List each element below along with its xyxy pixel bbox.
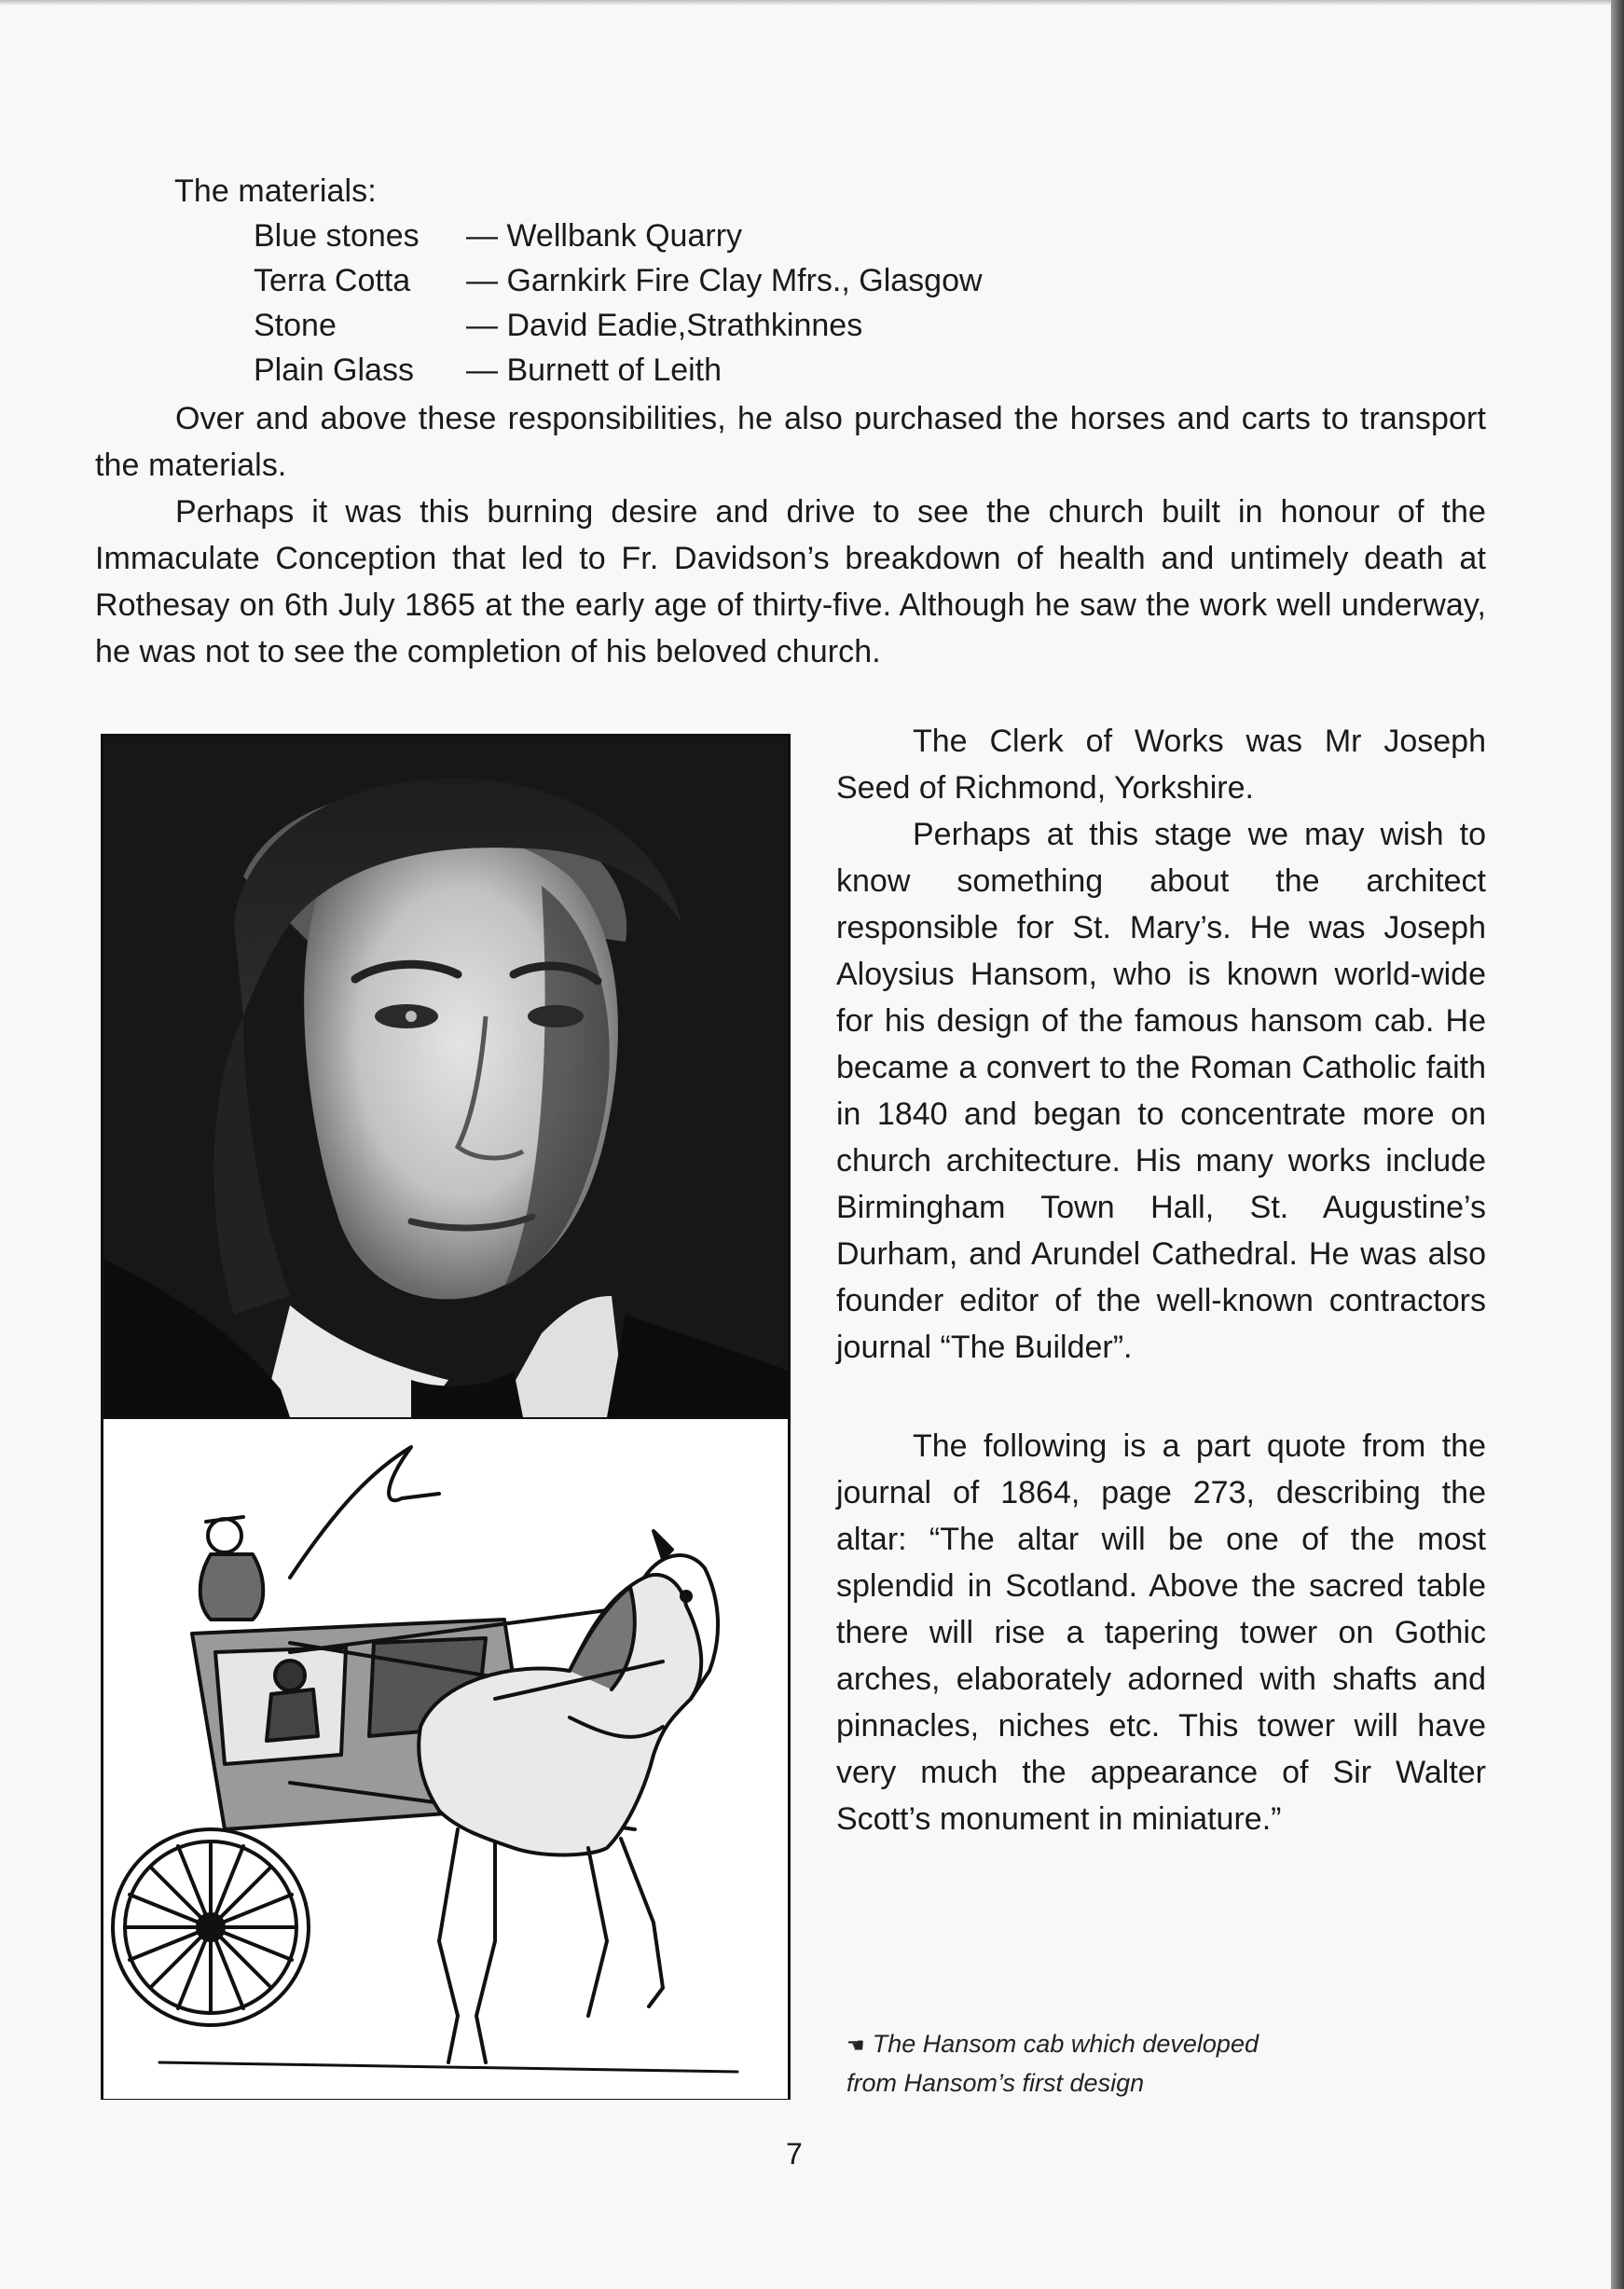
materials-row: [254, 302, 862, 349]
materials-heading: The materials:: [174, 173, 377, 209]
material-source: — Garnkirk Fire Clay Mfrs., Glasgow: [466, 263, 983, 298]
caption-line-2: from Hansom’s first design: [846, 2069, 1145, 2097]
material-item: Plain Glass: [254, 352, 414, 388]
page-right-edge: [1611, 0, 1624, 2289]
material-item: Stone: [254, 308, 337, 343]
paragraph-altar-quote: The following is a part quote from the journal of 1864, page 273, describing the altar: “The altar will be one of the most splendid in Scotland. Above the sacred table there will rise a tapering tower on Gothic arches, elaborately adorned with shafts and pinnacles, niches etc. This tower will have very much the appearance of Sir Walter Scott’s monument in miniature.”: [836, 1428, 1486, 1837]
material-item: Blue stones: [254, 218, 420, 254]
material-item: Terra Cotta: [254, 263, 411, 298]
materials-row: [254, 213, 742, 259]
materials-row: [254, 257, 983, 304]
figure-caption: [846, 2025, 1259, 2102]
page-top-edge: [0, 0, 1624, 6]
material-source: — David Eadie,Strathkinnes: [466, 308, 863, 343]
paragraph-architect: Perhaps at this stage we may wish to know something about the architect responsible for St. Mary’s. He was Joseph Aloysius Hansom, who is known world-wide for his design of the famous hansom cab. He became a convert to the Roman Catholic faith in 1840 and began to concentrate more on church architecture. His many works include Birmingham Town Hall, St. Augustine’s Durham, and Arundel Cathedral. He was also founder editor of the well-known contractors journal “The Builder”.: [836, 817, 1486, 1365]
materials-row: [254, 347, 722, 393]
figure-frame: [101, 734, 791, 2100]
material-source: — Burnett of Leith: [466, 352, 723, 388]
hansom-cab-illustration: [103, 1417, 788, 2099]
paragraph-responsibilities: Over and above these responsibilities, he also purchased the horses and carts to transport the materials.: [95, 401, 1486, 483]
paragraph-davidson: Perhaps it was this burning desire and drive to see the church built in honour of the Immaculate Conception that led to Fr. Davidson’s breakdown of health and untimely death at Rothesay on 6th July 1865 at the early age of thirty-five. Although he saw the work well underway, he was not to see the completion of his beloved church.: [95, 494, 1486, 669]
pointing-hand-icon: ☚: [846, 2034, 865, 2057]
paragraph-clerk-of-works: The Clerk of Works was Mr Joseph Seed of Richmond, Yorkshire.: [836, 724, 1486, 806]
caption-line-1: The Hansom cab which developed: [872, 2030, 1259, 2058]
material-source: — Wellbank Quarry: [466, 218, 743, 254]
portrait-image: [103, 737, 788, 1417]
page-number: 7: [786, 2137, 803, 2171]
